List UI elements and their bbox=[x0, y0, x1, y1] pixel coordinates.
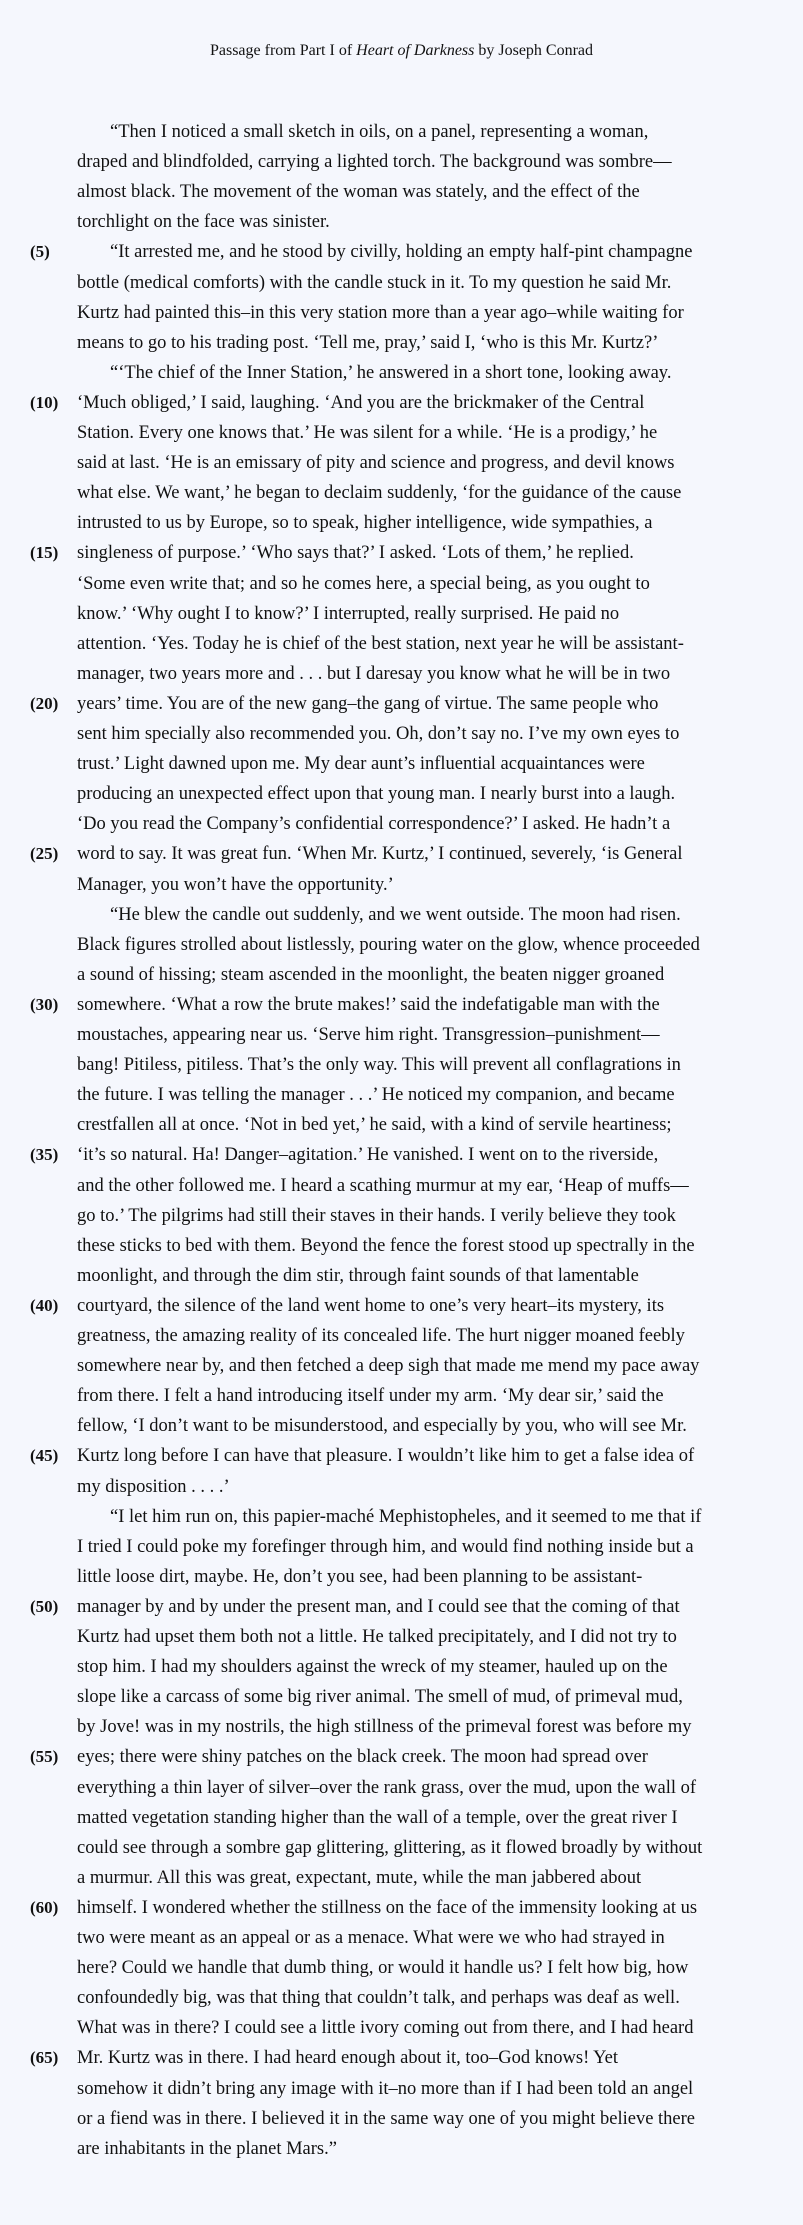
passage-line: singleness of purpose.’ ‘Who says that?’ I asked. ‘Lots of them,’ he replied. bbox=[77, 543, 634, 564]
passage-line: What was in there? I could see a little ivory coming out from there, and I had heard bbox=[77, 2018, 694, 2039]
passage-line: trust.’ Light dawned upon me. My dear aunt’s influential acquaintances were bbox=[77, 754, 645, 775]
passage-line: or a fiend was in there. I believed it in the same way one of you might believe there bbox=[77, 2108, 695, 2129]
passage-line: my disposition . . . .’ bbox=[77, 1476, 230, 1497]
line-number: (65) bbox=[30, 2048, 59, 2068]
passage-line: “‘The chief of the Inner Station,’ he answered in a short tone, looking away. bbox=[110, 362, 672, 383]
line-number: (15) bbox=[30, 543, 59, 563]
passage-line: bang! Pitiless, pitiless. That’s the only way. This will prevent all conflagrations in bbox=[77, 1055, 681, 1076]
line-number: (60) bbox=[30, 1897, 59, 1917]
passage-line: Station. Every one knows that.’ He was silent for a while. ‘He is a prodigy,’ he bbox=[77, 423, 658, 443]
passage-line: “It arrested me, and he stood by civilly, holding an empty half-pint champagne bbox=[110, 242, 693, 263]
line-number: (45) bbox=[30, 1446, 59, 1466]
passage-line: stop him. I had my shoulders against the wreck of my steamer, hauled up on the bbox=[77, 1657, 668, 1678]
passage-line: the future. I was telling the manager . . .’ He noticed my companion, and became bbox=[77, 1085, 675, 1106]
passage-line: and the other followed me. I heard a scathing murmur at my ear, ‘Heap of muffs— bbox=[77, 1175, 689, 1196]
passage-line: matted vegetation standing higher than the wall of a temple, over the great river I bbox=[77, 1807, 678, 1828]
passage-line: here? Could we handle that dumb thing, or would it handle us? I felt how big, how bbox=[77, 1958, 689, 1979]
passage-line: slope like a carcass of some big river animal. The smell of mud, of primeval mud, bbox=[77, 1687, 683, 1708]
passage-line: producing an unexpected effect upon that young man. I nearly burst into a laugh. bbox=[77, 784, 676, 805]
passage-line: sent him specially also recommended you. Oh, don’t say no. I’ve my own eyes to bbox=[77, 724, 680, 744]
passage-line: from there. I felt a hand introducing itself under my arm. ‘My dear sir,’ said the bbox=[77, 1386, 664, 1407]
line-number: (20) bbox=[30, 693, 59, 713]
passage-line: manager, two years more and . . . but I daresay you know what he will be in two bbox=[77, 663, 671, 684]
passage-line: Kurtz had painted this–in this very station more than a year ago–while waiting for bbox=[77, 302, 684, 323]
line-number: (35) bbox=[30, 1145, 59, 1165]
passage-line: Black figures strolled about listlessly, pouring water on the glow, whence proceeded bbox=[77, 934, 700, 955]
passage-line: “He blew the candle out suddenly, and we went outside. The moon had risen. bbox=[110, 904, 681, 925]
line-number: (25) bbox=[30, 844, 59, 864]
passage-line: draped and blindfolded, carrying a lighted torch. The background was sombre— bbox=[77, 152, 672, 173]
passage-line: fellow, ‘I don’t want to be misunderstood, and especially by you, who will see Mr. bbox=[77, 1416, 687, 1437]
passage-line: means to go to his trading post. ‘Tell me, pray,’ said I, ‘who is this Mr. Kurtz?’ bbox=[77, 332, 659, 353]
passage-line: somewhere near by, and then fetched a deep sigh that made me mend my pace away bbox=[77, 1356, 700, 1377]
passage-line: what else. We want,’ he began to declaim suddenly, ‘for the guidance of the cause bbox=[77, 483, 682, 504]
passage-line: somewhere. ‘What a row the brute makes!’ said the indefatigable man with the bbox=[77, 994, 660, 1015]
passage-line: ‘Much obliged,’ I said, laughing. ‘And you are the brickmaker of the Central bbox=[77, 392, 645, 413]
passage-line: a sound of hissing; steam ascended in the moonlight, the beaten nigger groaned bbox=[77, 964, 665, 985]
line-number: (40) bbox=[30, 1295, 59, 1315]
passage-line: these sticks to bed with them. Beyond the fence the forest stood up spectrally in the bbox=[77, 1235, 695, 1256]
passage-line: bottle (medical comforts) with the candle stuck in it. To my question he said Mr. bbox=[77, 272, 672, 293]
passage-line: “Then I noticed a small sketch in oils, on a panel, representing a woman, bbox=[110, 122, 649, 142]
passage-line: Kurtz long before I can have that pleasure. I wouldn’t like him to get a false idea of bbox=[77, 1446, 695, 1467]
passage-line: I tried I could poke my forefinger through him, and would find nothing inside but a bbox=[77, 1536, 694, 1557]
passage-line: almost black. The movement of the woman was stately, and the effect of the bbox=[77, 182, 640, 203]
passage-line: eyes; there were shiny patches on the black creek. The moon had spread over bbox=[77, 1747, 648, 1768]
passage-line: ‘Do you read the Company’s confidential correspondence?’ I asked. He hadn’t a bbox=[77, 814, 671, 835]
heading-prefix: Passage from Part I of bbox=[209, 42, 357, 59]
passage-line: intrusted to us by Europe, so to speak, higher intelligence, wide sympathies, a bbox=[77, 513, 653, 534]
passage-line: ‘Some even write that; and so he comes here, a special being, as you ought to bbox=[77, 573, 650, 594]
line-number: (50) bbox=[30, 1596, 59, 1616]
passage-line: years’ time. You are of the new gang–the gang of virtue. The same people who bbox=[77, 693, 659, 714]
passage-line: a murmur. All this was great, expectant, mute, while the man jabbered about bbox=[77, 1867, 642, 1888]
passage-line: manager by and by under the present man, and I could see that the coming of that bbox=[77, 1596, 680, 1617]
passage-line: “I let him run on, this papier-maché Mephistopheles, and it seemed to me that if bbox=[110, 1506, 702, 1527]
passage-line: little loose dirt, maybe. He, don’t you see, had been planning to be assistant- bbox=[77, 1566, 643, 1587]
passage-line: courtyard, the silence of the land went home to one’s very heart–its mystery, its bbox=[77, 1295, 665, 1316]
passage-line: somehow it didn’t bring any image with it–no more than if I had been told an angel bbox=[77, 2078, 694, 2099]
passage-line: by Jove! was in my nostrils, the high stillness of the primeval forest was before my bbox=[77, 1717, 692, 1738]
passage-line: greatness, the amazing reality of its concealed life. The hurt nigger moaned feebly bbox=[77, 1326, 685, 1346]
passage-line: word to say. It was great fun. ‘When Mr. Kurtz,’ I continued, severely, ‘is General bbox=[77, 844, 683, 865]
passage-line: moustaches, appearing near us. ‘Serve him right. Transgression–punishment— bbox=[77, 1025, 660, 1045]
heading-suffix: by Joseph Conrad bbox=[474, 42, 594, 59]
passage-line: two were meant as an appeal or as a menace. What were we who had strayed in bbox=[77, 1928, 665, 1948]
book-title: Heart of Darkness bbox=[356, 42, 475, 59]
passage-line: go to.’ The pilgrims had still their staves in their hands. I verily believe they took bbox=[77, 1205, 676, 1226]
passage-line: crestfallen all at once. ‘Not in bed yet,’ he said, with a kind of servile heartiness; bbox=[77, 1115, 672, 1136]
passage-heading bbox=[0, 42, 803, 60]
passage-line: everything a thin layer of silver–over the rank grass, over the mud, upon the wall of bbox=[77, 1777, 697, 1798]
passage-line: himself. I wondered whether the stillness on the face of the immensity looking at us bbox=[77, 1897, 698, 1918]
passage-line: could see through a sombre gap glittering, glittering, as it flowed broadly by without bbox=[77, 1837, 703, 1858]
passage-line: Kurtz had upset them both not a little. He talked precipitately, and I did not try to bbox=[77, 1627, 677, 1647]
passage-line: torchlight on the face was sinister. bbox=[77, 212, 330, 233]
line-number: (5) bbox=[30, 242, 50, 262]
passage-line: know.’ ‘Why ought I to know?’ I interrupted, really surprised. He paid no bbox=[77, 603, 620, 624]
passage-line: ‘it’s so natural. Ha! Danger–agitation.’ He vanished. I went on to the riverside, bbox=[77, 1145, 659, 1166]
passage-line: are inhabitants in the planet Mars.” bbox=[77, 2138, 337, 2159]
passage-line: Manager, you won’t have the opportunity.’ bbox=[77, 874, 394, 895]
passage-line: said at last. ‘He is an emissary of pity and science and progress, and devil knows bbox=[77, 453, 675, 474]
passage-line: confoundedly big, was that thing that couldn’t talk, and perhaps was deaf as well. bbox=[77, 1988, 680, 2009]
line-number: (55) bbox=[30, 1747, 59, 1767]
passage-line: attention. ‘Yes. Today he is chief of the best station, next year he will be assistant- bbox=[77, 633, 684, 654]
passage-line: moonlight, and through the dim stir, through faint sounds of that lamentable bbox=[77, 1265, 639, 1286]
line-number: (30) bbox=[30, 994, 59, 1014]
line-number: (10) bbox=[30, 392, 59, 412]
passage-line: Mr. Kurtz was in there. I had heard enough about it, too–God knows! Yet bbox=[77, 2048, 619, 2069]
